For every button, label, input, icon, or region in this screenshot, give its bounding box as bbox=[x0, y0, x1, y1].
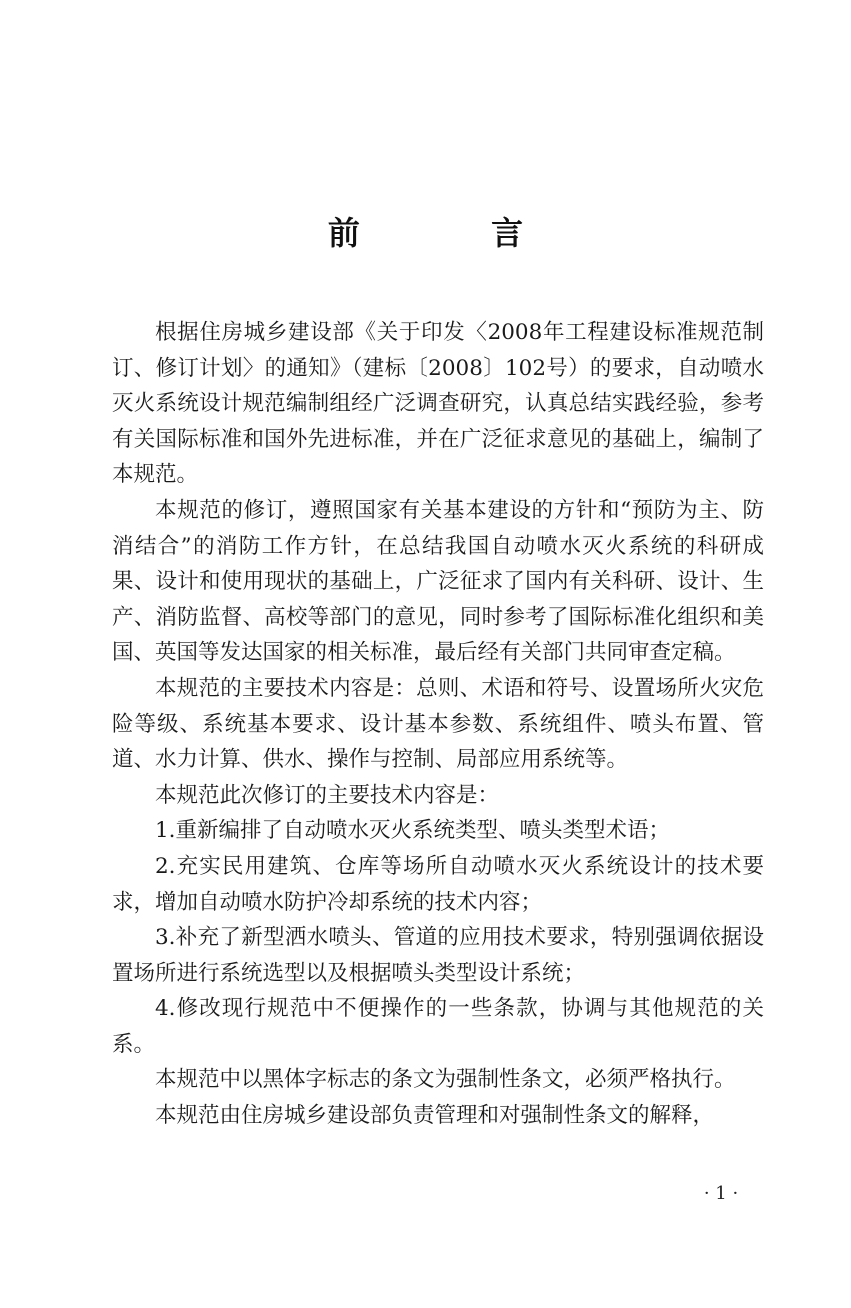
paragraph: 本规范中以黑体字标志的条文为强制性条文，必须严格执行。 bbox=[155, 1067, 736, 1093]
paragraph: 本规范由住房城乡建设部负责管理和对强制性条文的解释， bbox=[155, 1103, 715, 1129]
paragraph: 本规范此次修订的主要技术内容是： bbox=[155, 782, 500, 808]
paragraph: 本规范的修订，遵照国家有关基本建设的方针和“预防为主、防消结合”的消防工作方针，在总结我国自动喷水灭火系统的科研成果、设计和使用现状的基础上，广泛征求了国内有关科研、设计、生产、消防监督、高校等部门的意见，同时参考了国际标准化组织和美国、英国等发达国家的相关标准，最后经有关部门共同审查定稿。 bbox=[112, 497, 764, 666]
list-item: 1.重新编排了自动喷水灭火系统类型、喷头类型术语； bbox=[155, 818, 671, 844]
list-item: 4.修改现行规范中不便操作的一些条款，协调与其他规范的关系。 bbox=[112, 996, 764, 1057]
page-number: · 1 · bbox=[703, 1183, 739, 1204]
page-title: 前 言 bbox=[327, 214, 584, 252]
paragraph: 根据住房城乡建设部《关于印发〈2008年工程建设标准规范制订、修订计划〉的通知》（建标〔2008〕102号）的要求，自动喷水灭火系统设计规范编制组经广泛调查研究，认真总结实践经验，参考有关国际标准和国外先进标准，并在广泛征求意见的基础上，编制了本规范。 bbox=[112, 320, 764, 488]
list-item: 2.充实民用建筑、仓库等场所自动喷水灭火系统设计的技术要求，增加自动喷水防护冷却系统的技术内容； bbox=[112, 853, 764, 915]
body-text bbox=[112, 315, 764, 1134]
paragraph: 本规范的主要技术内容是：总则、术语和符号、设置场所火灾危险等级、系统基本要求、设计基本参数、系统组件、喷头布置、管道、水力计算、供水、操作与控制、局部应用系统等。 bbox=[112, 675, 764, 773]
list-item: 3.补充了新型洒水喷头、管道的应用技术要求，特别强调依据设置场所进行系统选型以及根据喷头类型设计系统； bbox=[112, 925, 764, 986]
